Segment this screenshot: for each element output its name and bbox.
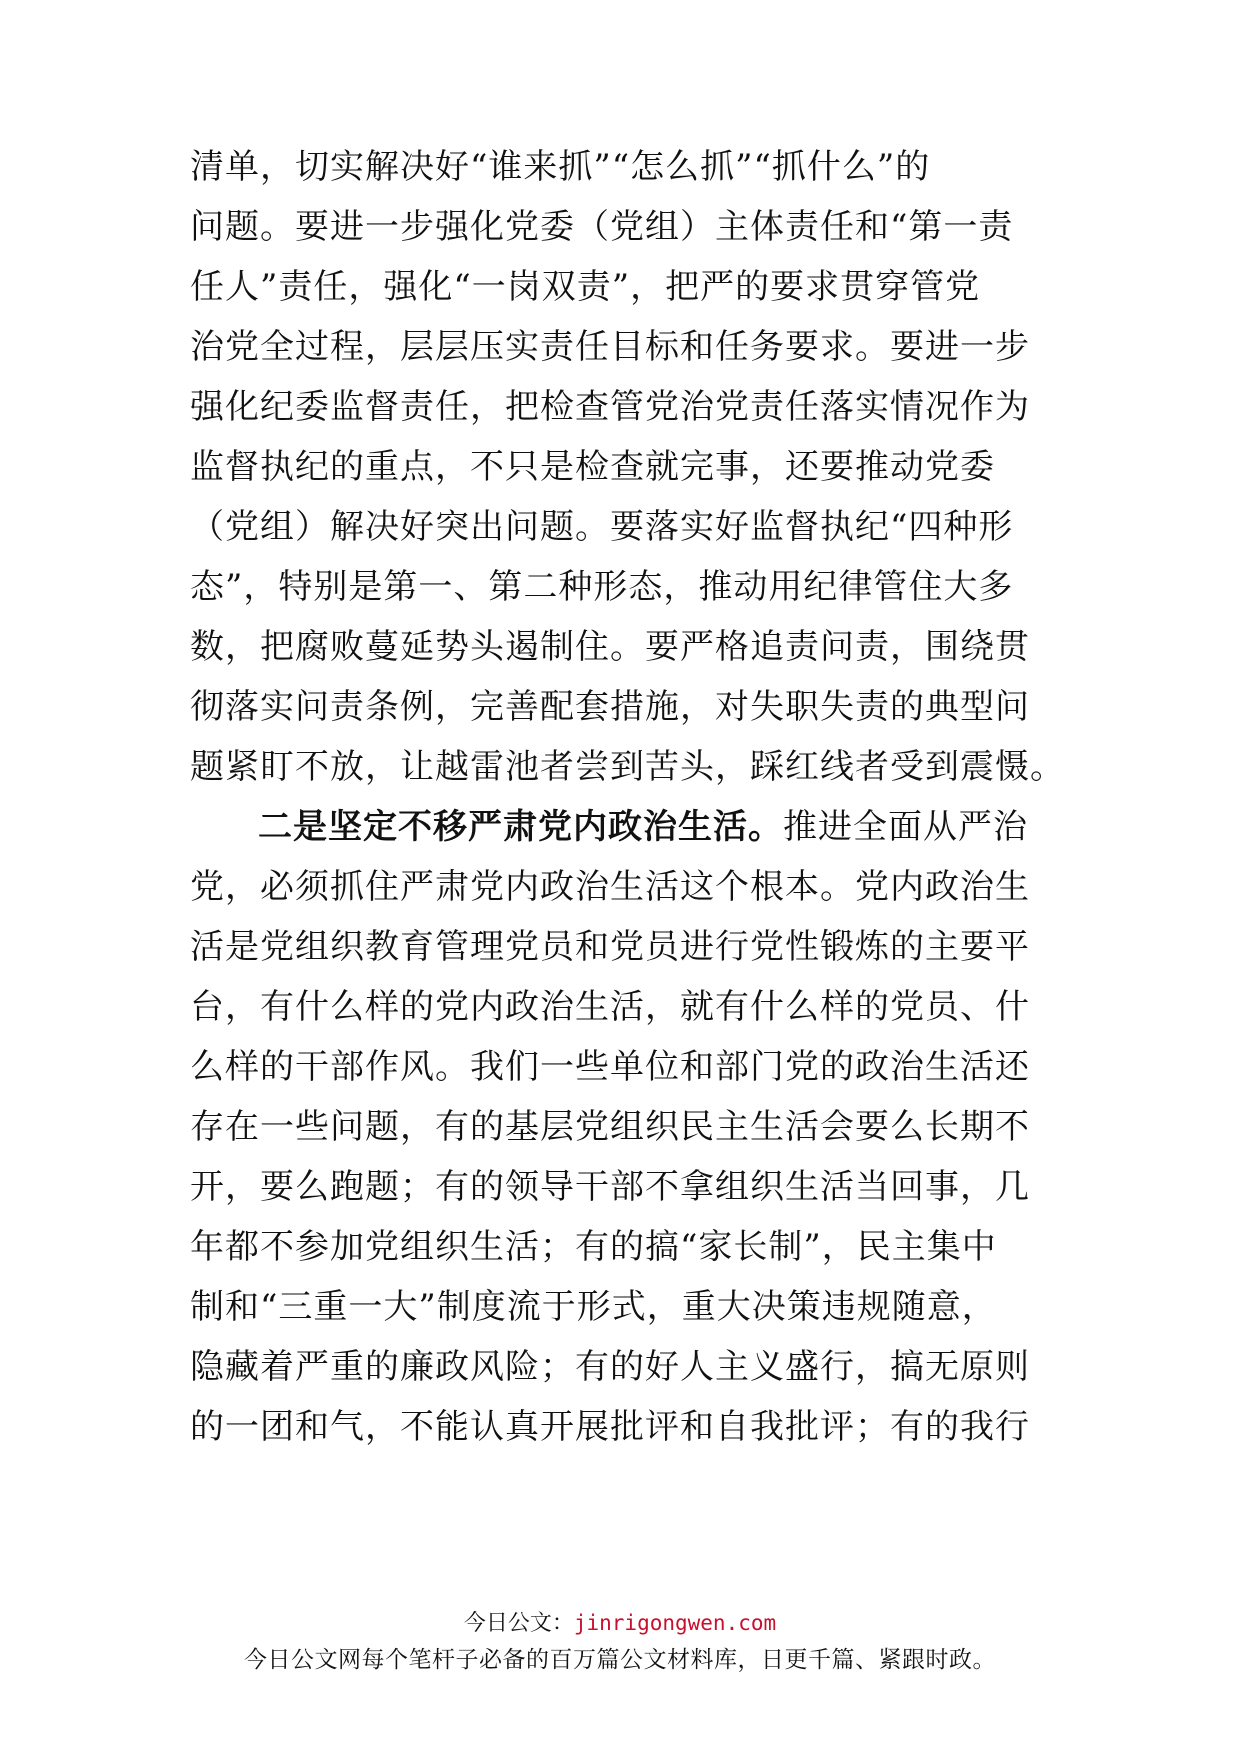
body-line-6: 监督执纪的重点，不只是检查就完事，还要推动党委 [190,447,995,487]
body-line-3: 任人”责任，强化“一岗双责”，把严的要求贯穿管党 [190,267,981,307]
body-line-7: （党组）解决好突出问题。要落实好监督执纪“四种形 [190,507,1014,547]
body-line-10: 彻落实问责条例，完善配套措施，对失职失责的典型问 [190,687,1030,727]
section-line-8: 制和“三重一大”制度流于形式，重大决策违规随意， [190,1287,997,1327]
section-line-2: 活是党组织教育管理党员和党员进行党性锻炼的主要平 [190,927,1030,967]
body-line-5: 强化纪委监督责任，把检查管党治党责任落实情况作为 [190,387,1030,427]
section-line-6: 开，要么跑题；有的领导干部不拿组织生活当回事，几 [190,1167,1030,1207]
section-first-line [258,807,1050,847]
section-line-1: 党，必须抓住严肃党内政治生活这个根本。党内政治生 [190,867,1030,907]
section-first-line-rest: 推进全面从严治 [783,807,1028,847]
body-line-8: 态”，特别是第一、第二种形态，推动用纪律管住大多 [190,567,1014,607]
section-line-5: 存在一些问题，有的基层党组织民主生活会要么长期不 [190,1107,1030,1147]
footer-label: 今日公文： [463,1611,574,1636]
body-line-9: 数，把腐败蔓延势头遏制住。要严格追责问责，围绕贯 [190,627,1030,667]
footer-url-link[interactable]: jinrigongwen.com [573,1611,777,1635]
footer-slogan: 今日公文网每个笔杆子必备的百万篇公文材料库，日更千篇、紧跟时政。 [244,1647,996,1673]
section-line-3: 台，有什么样的党内政治生活，就有什么样的党员、什 [190,987,1030,1027]
section-heading: 二是坚定不移严肃党内政治生活。 [258,807,783,847]
section-line-7: 年都不参加党组织生活；有的搞“家长制”，民主集中 [190,1227,997,1267]
section-line-10: 的一团和气，不能认真开展批评和自我批评；有的我行 [190,1407,1030,1447]
footer-source [0,1609,1240,1638]
section-line-9: 隐藏着严重的廉政风险；有的好人主义盛行，搞无原则 [190,1347,1030,1387]
body-line-11: 题紧盯不放，让越雷池者尝到苦头，踩红线者受到震慑。 [190,747,1065,787]
body-line-2: 问题。要进一步强化党委（党组）主体责任和“第一责 [190,207,1014,247]
body-line-1: 清单，切实解决好“谁来抓”“怎么抓”“抓什么”的 [190,147,931,187]
section-line-4: 么样的干部作风。我们一些单位和部门党的政治生活还 [190,1047,1030,1087]
body-line-4: 治党全过程，层层压实责任目标和任务要求。要进一步 [190,327,1030,367]
